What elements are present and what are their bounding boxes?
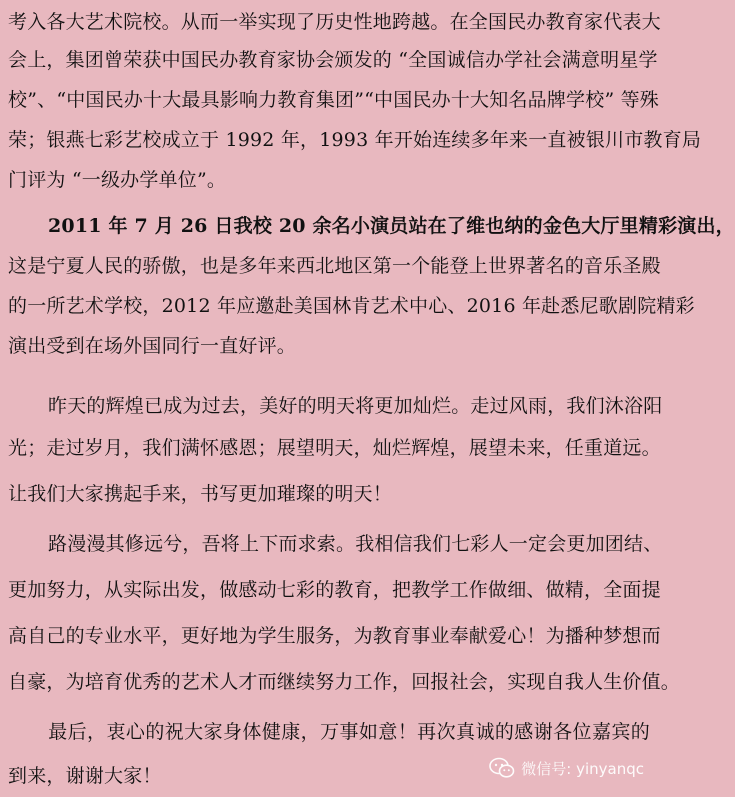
paragraph-text: 2011 年 7 月 26 日我校 20 余名小演员站在了维也纳的金色大厅里精彩演出， (48, 215, 735, 237)
paragraph-text: 昨天的辉煌已成为过去，美好的明天将更加灿烂。走过风雨，我们沐浴阳 (48, 395, 663, 417)
text-line (8, 528, 663, 560)
text-line: 高自己的专业水平，更好地为学生服务，为教育事业奉献爱心！为播种梦想而 (8, 625, 661, 647)
text-line: 更加努力，从实际出发，做感动七彩的教育，把教学工作做细、做精，全面提 (8, 579, 661, 601)
text-line: 这是宁夏人民的骄傲，也是多年来西北地区第一个能登上世界著名的音乐圣殿 (8, 255, 661, 277)
text-line: 演出受到在场外国同行一直好评。 (8, 335, 297, 357)
text-line: 的一所艺术学校，2012 年应邀赴美国林肯艺术中心、2016 年赴悉尼歌剧院精彩 (8, 295, 695, 317)
text-line (8, 716, 650, 748)
paragraph-text: 路漫漫其修远兮，吾将上下而求索。我相信我们七彩人一定会更加团结、 (48, 533, 663, 555)
paragraph-text: 最后，衷心的祝大家身体健康，万事如意！再次真诚的感谢各位嘉宾的 (48, 721, 650, 743)
text-line: 会上，集团曾荣获中国民办教育家协会颁发的 “全国诚信办学社会满意明星学 (8, 49, 658, 71)
text-line: 让我们大家携起手来，书写更加璀璨的明天！ (8, 483, 393, 505)
text-line (8, 390, 663, 422)
wechat-watermark (489, 757, 644, 779)
text-line: 自豪，为培育优秀的艺术人才而继续努力工作，回报社会，实现自我人生价值。 (8, 671, 681, 693)
text-line: 光；走过岁月，我们满怀感恩；展望明天，灿烂辉煌，展望未来，任重道远。 (8, 437, 661, 459)
text-line: 考入各大艺术院校。从而一举实现了历史性地跨越。在全国民办教育家代表大 (8, 11, 661, 33)
text-line: 荣；银燕七彩艺校成立于 1992 年，1993 年开始连续多年来一直被银川市教育局 (8, 129, 702, 151)
text-line (8, 210, 735, 242)
text-line: 门评为 “一级办学单位”。 (8, 169, 227, 191)
text-line: 到来，谢谢大家！ (8, 765, 162, 787)
wechat-icon (489, 757, 515, 779)
text-line: 校”、“中国民办十大最具影响力教育集团”“中国民办十大知名品牌学校” 等殊 (8, 89, 660, 111)
watermark-text: 微信号: yinyanqc (521, 759, 644, 778)
